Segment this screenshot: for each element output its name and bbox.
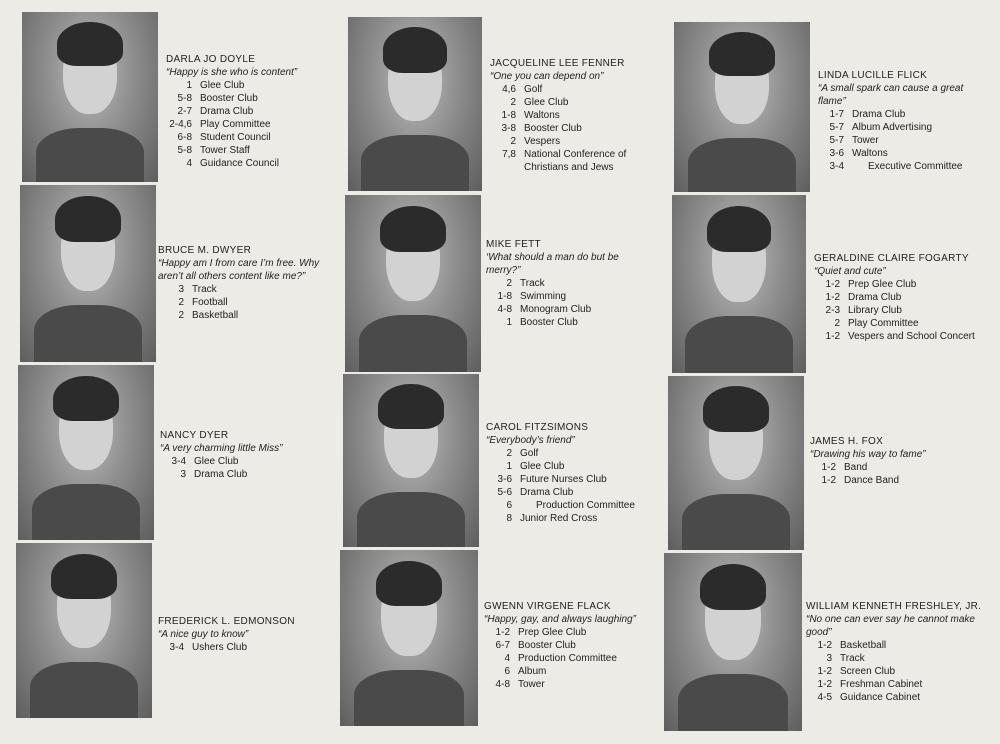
portrait-photo-flick — [674, 22, 810, 192]
student-name: DARLA JO DOYLE — [166, 54, 256, 65]
activity-label: Monogram Club — [520, 304, 592, 315]
activity-label: Ushers Club — [192, 642, 248, 653]
student-name: CAROL FITZSIMONS — [486, 422, 589, 433]
activity-years: 6-7 — [495, 640, 510, 651]
activity-row — [490, 96, 640, 109]
activity-years: 3-8 — [501, 123, 516, 134]
student-entry-fenner — [490, 57, 640, 174]
activity-row — [490, 122, 640, 135]
activity-row — [158, 296, 346, 309]
activity-row — [806, 678, 986, 691]
activity-row — [814, 291, 992, 304]
activity-label: Christians and Jews — [524, 162, 614, 173]
activity-label: Glee Club — [194, 456, 239, 467]
student-name: GERALDINE CLAIRE FOGARTY — [814, 253, 969, 264]
activity-label: Prep Glee Club — [848, 279, 917, 290]
activity-label: Tower — [852, 135, 879, 146]
activity-label: Basketball — [192, 310, 239, 321]
activity-row — [806, 652, 986, 665]
activity-label: Freshman Cabinet — [840, 679, 923, 690]
student-name: NANCY DYER — [160, 430, 229, 441]
activity-years: 4 — [186, 158, 192, 169]
activity-years: 3-4 — [169, 642, 184, 653]
activity-label: Golf — [524, 84, 543, 95]
student-quote: “Happy am I from care I’m free. Why aren’t all others content like me?” — [158, 258, 320, 282]
activity-row — [166, 131, 341, 144]
activity-years: 5-7 — [829, 122, 844, 133]
activity-label: Waltons — [852, 148, 888, 159]
activity-label: Screen Club — [840, 666, 896, 677]
student-entry-fox — [810, 435, 980, 487]
activity-years: 1 — [186, 80, 192, 91]
activity-label: Band — [844, 462, 868, 473]
activity-years: 1-2 — [825, 292, 840, 303]
activity-label: Booster Club — [520, 317, 578, 328]
student-quote: “A very charming little Miss” — [160, 443, 283, 454]
activity-years: 6 — [504, 666, 510, 677]
activity-row — [486, 473, 646, 486]
activity-years: 3-6 — [829, 148, 844, 159]
activity-label: Future Nurses Club — [520, 474, 607, 485]
activity-row — [158, 641, 338, 654]
student-entry-dyer — [160, 429, 335, 481]
activity-row — [160, 468, 335, 481]
activity-years: 3 — [180, 469, 186, 480]
activity-years: 3-6 — [497, 474, 512, 485]
activity-label: Album Advertising — [852, 122, 933, 133]
student-name: JACQUELINE LEE FENNER — [490, 58, 625, 69]
activity-years: 5-6 — [497, 487, 512, 498]
student-entry-dwyer — [158, 244, 346, 322]
activity-years: 1-8 — [501, 110, 516, 121]
activity-row — [486, 447, 646, 460]
student-quote: “No one can ever say he cannot make good” — [806, 614, 975, 638]
activity-label: Student Council — [200, 132, 271, 143]
activity-years: 2 — [178, 297, 184, 308]
activity-row — [486, 290, 636, 303]
activity-row — [818, 160, 990, 173]
activity-row — [484, 665, 664, 678]
activity-years: 3-4 — [829, 161, 844, 172]
activity-label: Play Committee — [848, 318, 919, 329]
activity-years — [490, 161, 524, 174]
portrait-photo-flack — [340, 550, 478, 726]
activity-years: 4-8 — [495, 679, 510, 690]
activity-years: 2 — [510, 97, 516, 108]
activity-years: 3 — [826, 653, 832, 664]
activity-label: Dance Band — [844, 475, 900, 486]
activity-years: 1 — [506, 317, 512, 328]
portrait-photo-dyer — [18, 365, 154, 540]
student-quote: “Quiet and cute” — [814, 266, 886, 277]
student-entry-fitzsimons — [486, 421, 646, 525]
activity-years: 1-2 — [821, 475, 836, 486]
activity-row — [814, 304, 992, 317]
student-quote: “A nice guy to know” — [158, 629, 249, 640]
activity-row — [806, 665, 986, 678]
portrait-photo-fox — [668, 376, 804, 550]
activity-row — [484, 626, 664, 639]
activity-label: Production Committee — [518, 653, 617, 664]
student-quote: “One you can depend on” — [490, 71, 604, 82]
portrait-photo-freshley — [664, 553, 802, 731]
activity-label: Track — [840, 653, 865, 664]
activity-label: Drama Club — [520, 487, 574, 498]
student-entry-fett — [486, 238, 636, 329]
activity-row — [486, 303, 636, 316]
student-entry-doyle — [166, 53, 341, 170]
activity-label: Golf — [520, 448, 539, 459]
activity-years: 6 — [506, 500, 512, 511]
student-entry-flick — [818, 69, 990, 173]
activity-label: Swimming — [520, 291, 567, 302]
portrait-photo-doyle — [22, 12, 158, 182]
activity-years: 2-3 — [825, 305, 840, 316]
activity-row — [484, 678, 664, 691]
activity-label: Drama Club — [848, 292, 902, 303]
activity-label: Basketball — [840, 640, 887, 651]
activity-years: 2 — [834, 318, 840, 329]
activity-years: 1-2 — [495, 627, 510, 638]
activity-years: 4 — [504, 653, 510, 664]
student-quote: “Everybody’s friend” — [486, 435, 575, 446]
activity-label: Glee Club — [520, 461, 565, 472]
activity-row — [486, 277, 636, 290]
activity-label: Booster Club — [200, 93, 258, 104]
activity-label: Play Committee — [200, 119, 271, 130]
activity-years: 4-8 — [497, 304, 512, 315]
activity-label: Guidance Council — [200, 158, 279, 169]
activity-label: Library Club — [848, 305, 902, 316]
activity-row — [806, 691, 986, 704]
activity-label: National Conference of — [524, 149, 627, 160]
activity-label: Drama Club — [200, 106, 254, 117]
activity-row — [490, 148, 640, 161]
activity-label: Guidance Cabinet — [840, 692, 921, 703]
activity-years: 2-4,6 — [169, 119, 192, 130]
activity-years: 5-8 — [177, 93, 192, 104]
activity-row — [486, 512, 646, 525]
activity-row — [818, 147, 990, 160]
activity-years: 1 — [506, 461, 512, 472]
activity-label: Track — [192, 284, 217, 295]
activity-row — [166, 157, 341, 170]
student-quote: “A small spark can cause a great flame” — [818, 83, 964, 107]
activity-row — [166, 79, 341, 92]
activity-years: 4,6 — [502, 84, 516, 95]
activity-years: 1-2 — [817, 666, 832, 677]
student-name: LINDA LUCILLE FLICK — [818, 70, 928, 81]
activity-label: Prep Glee Club — [518, 627, 587, 638]
activity-row — [814, 317, 992, 330]
activity-row — [486, 460, 646, 473]
activity-years: 1-2 — [825, 279, 840, 290]
activity-row — [818, 108, 990, 121]
activity-label: Production Committee — [536, 500, 635, 511]
activity-years: 2 — [506, 278, 512, 289]
activity-label: Tower — [518, 679, 545, 690]
activity-years: 1-7 — [829, 109, 844, 120]
activity-row — [166, 92, 341, 105]
activity-years: 5-7 — [829, 135, 844, 146]
student-entry-edmonson — [158, 615, 338, 654]
activity-row — [158, 283, 346, 296]
activity-years: 1-2 — [825, 331, 840, 342]
activity-years: 2-7 — [177, 106, 192, 117]
activity-row — [158, 309, 346, 322]
student-name: MIKE FETT — [486, 239, 541, 250]
activity-row — [810, 474, 980, 487]
portrait-photo-edmonson — [16, 543, 152, 718]
activity-label: Drama Club — [852, 109, 906, 120]
student-quote: ‘What should a man do but be merry?” — [486, 252, 619, 276]
activity-years: 2 — [178, 310, 184, 321]
activity-years: 7,8 — [502, 149, 516, 160]
activity-row — [814, 278, 992, 291]
activity-label: Booster Club — [524, 123, 582, 134]
activity-row — [818, 121, 990, 134]
activity-label: Waltons — [524, 110, 560, 121]
student-quote: “Drawing his way to fame” — [810, 449, 926, 460]
activity-row — [490, 83, 640, 96]
activity-years: 1-2 — [817, 679, 832, 690]
activity-label: Vespers and School Concert — [848, 331, 975, 342]
activity-label: Drama Club — [194, 469, 248, 480]
activity-years: 1-2 — [817, 640, 832, 651]
portrait-photo-fitzsimons — [343, 374, 479, 547]
activity-row — [490, 109, 640, 122]
student-name: WILLIAM KENNETH FRESHLEY, JR. — [806, 601, 982, 612]
portrait-photo-fogarty — [672, 195, 806, 373]
student-entry-freshley — [806, 600, 986, 704]
student-name: FREDERICK L. EDMONSON — [158, 616, 295, 627]
student-entry-fogarty — [814, 252, 992, 343]
activity-label: Glee Club — [524, 97, 569, 108]
activity-label: Album — [518, 666, 547, 677]
activity-years: 5-8 — [177, 145, 192, 156]
activity-row — [810, 461, 980, 474]
activity-years: 8 — [506, 513, 512, 524]
activity-row — [166, 118, 341, 131]
portrait-photo-fenner — [348, 17, 482, 191]
activity-row — [486, 486, 646, 499]
activity-years: 1-2 — [821, 462, 836, 473]
activity-years: 2 — [510, 136, 516, 147]
student-quote: “Happy, gay, and always laughing” — [484, 614, 636, 625]
student-name: GWENN VIRGENE FLACK — [484, 601, 611, 612]
activity-label: Tower Staff — [200, 145, 250, 156]
activity-years: 1-8 — [497, 291, 512, 302]
activity-label: Vespers — [524, 136, 561, 147]
activity-row — [484, 639, 664, 652]
activity-label: Booster Club — [518, 640, 576, 651]
student-quote: “Happy is she who is content” — [166, 67, 298, 78]
portrait-photo-dwyer — [20, 185, 156, 362]
activity-label: Executive Committee — [868, 161, 963, 172]
activity-row — [490, 161, 640, 174]
activity-row — [486, 499, 646, 512]
activity-label: Glee Club — [200, 80, 245, 91]
activity-row — [160, 455, 335, 468]
portrait-photo-fett — [345, 195, 481, 372]
student-entry-flack — [484, 600, 664, 691]
activity-row — [166, 144, 341, 157]
activity-years: 4-5 — [817, 692, 832, 703]
activity-row — [490, 135, 640, 148]
activity-years: 2 — [506, 448, 512, 459]
activity-row — [166, 105, 341, 118]
student-name: JAMES H. FOX — [810, 436, 884, 447]
activity-row — [806, 639, 986, 652]
activity-row — [818, 134, 990, 147]
activity-row — [814, 330, 992, 343]
activity-label: Junior Red Cross — [520, 513, 598, 524]
activity-row — [486, 316, 636, 329]
activity-years: 6-8 — [177, 132, 192, 143]
student-name: BRUCE M. DWYER — [158, 245, 252, 256]
activity-label: Track — [520, 278, 545, 289]
activity-years: 3-4 — [171, 456, 186, 467]
activity-label: Football — [192, 297, 228, 308]
activity-years: 3 — [178, 284, 184, 295]
activity-row — [484, 652, 664, 665]
